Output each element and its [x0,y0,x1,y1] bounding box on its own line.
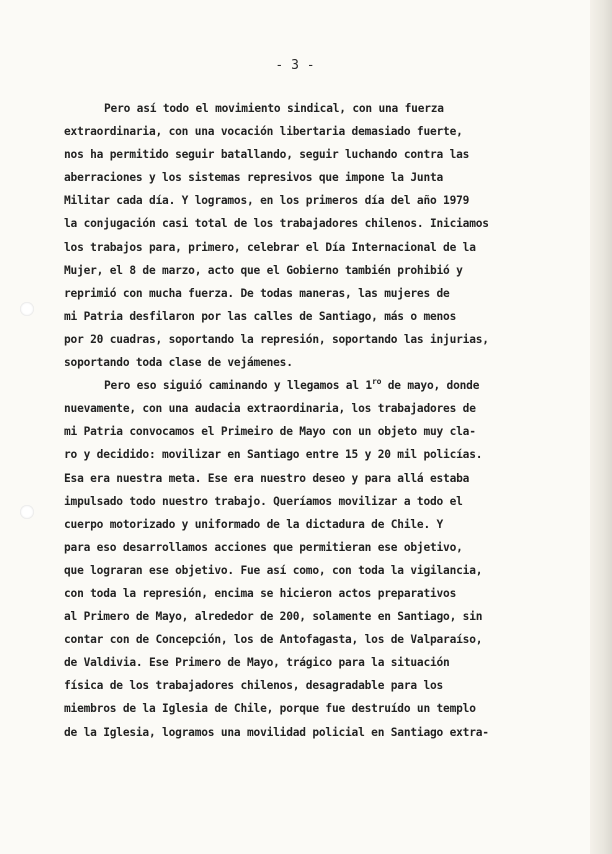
line-text: miembros de la Iglesia de Chile, porque fue destruído un templo [64,702,476,716]
line-text: mi Patria desfilaron por las calles de Santiago, más o menos [64,309,457,323]
text-line [64,166,584,189]
text-line [64,674,584,697]
line-text: impulsado todo nuestro trabajo. Queríamos movilizar a todo el [64,494,463,508]
line-text: contar con de Concepción, los de Antofagasta, los de Valparaíso, [64,633,483,647]
line-text: ro y decidido: movilizar en Santiago entre 15 y 20 mil policías. [64,448,483,462]
text-line [64,259,584,282]
superscript: ro [371,377,382,387]
text-line [64,189,584,212]
text-line [64,97,584,120]
text-line [64,651,584,674]
line-text: nos ha permitido seguir batallando, seguir luchando contra las [64,148,470,162]
line-text: con toda la represión, encima se hicieron actos preparativos [64,586,457,600]
text-line [64,721,584,744]
line-text: Mujer, el 8 de marzo, acto que el Gobierno también prohibió y [64,263,463,277]
line-text: de la Iglesia, logramos una movilidad policial en Santiago extra- [64,725,489,739]
line-text: la conjugación casi total de los trabajadores chilenos. Iniciamos [64,217,489,231]
body-text [64,97,584,744]
line-text: Militar cada día. Y logramos, en los primeros día del año 1979 [64,194,470,208]
text-line [64,236,584,259]
line-text: física de los trabajadores chilenos, desagradable para los [64,679,444,693]
line-text: Pero eso siguió caminando y llegamos al 1 [104,379,372,393]
line-text: soportando toda clase de vejámenes. [64,356,293,370]
text-line [64,328,584,351]
line-text: que lograran ese objetivo. Fue así como, con toda la vigilancia, [64,563,483,577]
text-line [64,467,584,490]
text-line [64,374,584,397]
text-line [64,628,584,651]
text-line [64,697,584,720]
scan-edge [590,0,612,854]
line-text: Esa era nuestra meta. Ese era nuestro deseo y para allá estaba [64,471,470,485]
text-line [64,443,584,466]
text-line [64,559,584,582]
text-line [64,397,584,420]
line-text: cuerpo motorizado y uniformado de la dictadura de Chile. Y [64,517,444,531]
text-line [64,513,584,536]
text-line [64,420,584,443]
text-line [64,536,584,559]
punch-hole [20,505,34,519]
punch-hole [20,302,34,316]
line-text: extraordinaria, con una vocación libertaria demasiado fuerte, [64,125,463,139]
line-text-after: de mayo, donde [381,379,480,393]
line-text: de Valdivia. Ese Primero de Mayo, trágico para la situación [64,656,450,670]
line-text: mi Patria convocamos el Primeiro de Mayo con un objeto muy cla- [64,425,476,439]
line-text: al Primero de Mayo, alrededor de 200, solamente en Santiago, sin [64,610,483,624]
text-line [64,120,584,143]
text-line [64,605,584,628]
text-line [64,212,584,235]
line-text: aberraciones y los sistemas represivos que impone la Junta [64,171,444,185]
line-text: para eso desarrollamos acciones que permitieran ese objetivo, [64,540,463,554]
text-line [64,582,584,605]
line-text: por 20 cuadras, soportando la represión, soportando las injurias, [64,332,489,346]
line-text: nuevamente, con una audacia extraordinaria, los trabajadores de [64,402,476,416]
line-text: reprimió con mucha fuerza. De todas maneras, las mujeres de [64,286,450,300]
page-number: - 3 - [275,58,315,73]
text-line [64,305,584,328]
line-text: Pero así todo el movimiento sindical, con una fuerza [104,102,444,115]
text-line [64,143,584,166]
text-line [64,282,584,305]
line-text: los trabajos para, primero, celebrar el Día Internacional de la [64,240,476,254]
text-line [64,351,584,374]
text-line [64,490,584,513]
